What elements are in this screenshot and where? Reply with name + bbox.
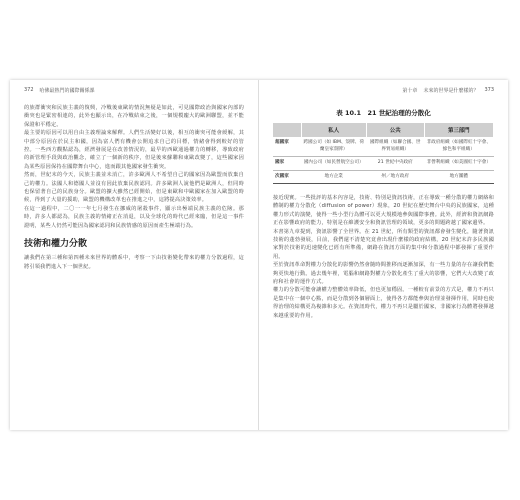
right-page	[259, 80, 508, 430]
table-title: 表 10.1 21 世紀治理的分散化	[336, 109, 431, 117]
table-cell: 國內公司（如民營航空公司）	[301, 157, 366, 171]
left-page	[10, 80, 259, 430]
table-row	[273, 170, 494, 184]
body-paragraph: 讓我們在第三種和第四種未來世界的體系中，考察一下由技術變化帶來的權力分散過程，這將引領我們進入下一個世紀。	[24, 255, 244, 270]
body-paragraph: 接近現實。一些批評的基本內容是，技術、特別是資訊技術，正在導致一種分散的權力網絡和體制的權力分散化（diffusion of power）現象，20 世紀在歷史舞台中央的民族國家，這種權力形式的演變，使得一些小型行為體可以更大規模地參與國際事務。此外，經濟和資訊網路正在影響政府的能力，特別是在維護安全和資訊管理的領域，更多的問題跨越了國家邊界。	[273, 195, 494, 227]
left-running-title: 哈佛最熱門的國際關係課	[39, 87, 95, 94]
table-row	[273, 137, 494, 157]
table-spacer	[273, 184, 494, 194]
body-paragraph: 至於資訊革命對權力分散化的影響仍然會隨時間推移而逐漸加深，有一些力量的存在讓我們能夠更快地行動。過去幾年裡，電腦和網路對權力分散化產生了重大的影響，它們大大改變了政府和社會的運作方式。	[273, 262, 494, 286]
governance-table	[273, 123, 494, 184]
header-spacer	[24, 94, 244, 104]
table-row-label: 次國家	[273, 170, 301, 184]
table-cell: 地方團體	[424, 170, 493, 184]
section-heading: 技術和權力分散	[24, 239, 88, 250]
table-header-row	[273, 123, 494, 137]
right-running-title: 未來的世界是什麼樣的？	[423, 87, 479, 94]
left-running-header	[24, 86, 244, 94]
table-cell: 非政府組織（如國際紅十字會、綠色和平組織）	[424, 137, 493, 157]
table-row	[273, 157, 494, 171]
body-paragraph: 本書第九章提到，資訊影響了全世界。在 21 世紀，所有類型的資訊都會發生變化，隨著資訊技術的蓬勃發展，目前，我們還不清楚究竟會出現什麼樣的政府結構，20 世紀末許多民族國家對於技術的迅速變化已經有所準備，網路在資訊方面的集中和分散過程中都發揮了重要作用。	[273, 228, 494, 260]
table-cell: 非營利組織（如美國紅十字會）	[424, 157, 493, 171]
body-paragraph: 的族群衝突和民族主義的復興，冷戰後東歐的情況無疑是如此，可見國際政治與國家內部的衝突也是緊密相連的，此外也顯示出，在冷戰結束之後，一個規模龐大的歐洲聯盟，並不能保證和平穩定。	[24, 105, 244, 128]
left-page-number: 372	[24, 87, 34, 93]
chapter-label: 第十章	[402, 87, 418, 94]
table-cell: 州／地方政府	[366, 170, 424, 184]
body-paragraph: 在這一過程中，二〇一一年七月發生在挪威的屠殺事件，顯示出極端民族主義的危險。那時，許多人都認為，民族主義的情緒正在消退，以及全球化的時代已經來臨，但是這一事件證明，某些人仍然可能因為國家認同和民族情感的原因而產生極端行為。	[24, 205, 244, 229]
table-header-cell: 私人	[301, 123, 366, 137]
table-row-label: 國家	[273, 157, 301, 171]
table-header-cell: 第三部門	[424, 123, 493, 137]
table-header-cell: 公共	[366, 123, 424, 137]
right-page-number: 373	[484, 87, 494, 93]
table-cell: 跨國公司（如 IBM、殼牌、荷蘭皇家殼牌）	[301, 137, 366, 157]
body-paragraph: 權力的分散可能會讓權力整體效率降低，但也更加穩固。一種較有前景的方式是，權力不再只是集中在一個中心點，而是分散到各個層面上，使得各方都能參與治理並發揮作用，同時也使得治理的結構更為複雜和多元。在資訊時代，權力不再只是屬於國家，非國家行為體將發揮越來越重要的作用。	[273, 287, 494, 319]
table-cell: 國際組織（如聯合國、世界貿易組織）	[366, 137, 424, 157]
book-spread	[10, 80, 508, 430]
table-row-label: 超國家	[273, 137, 301, 157]
body-paragraph: 最主要的原因可以用自由主義理論來解釋。人們生活變好以後，相互的衝突可能會緩解，其中部分原因在於民主和國，因為富人們有機會公開追求自己的目標，情緒會得到較好的管控。一些西方觀點認為，經濟發展是在改善情況的，最早的西歐通過權力的轉移，導致政府的新管理手段與政治觀念，確立了一個新的秩序，但是後來蘇聯和東歐改變了，這些國家因為某些原因保持在國際舞台中心，進而跟其他國家發生衝突。	[24, 130, 244, 170]
right-running-header	[273, 86, 494, 94]
table-header-cell	[273, 123, 301, 137]
table-cell: 地方企業	[301, 170, 366, 184]
body-paragraph: 然而，世紀末的今天，民族主義並未消亡，許多歐洲人不希望自己的國家因為歐盟而放棄自己的權力。法國人和德國人並沒有因此放棄民族認同。許多歐洲人說他們是歐洲人，但同時也保留著自己的民族身分。歐盟的擴大雖然已經開始，但是東歐和中歐國家在加入歐盟的時候，得到了大量的援助，歐盟的機構改革也在推進之中，這將提高決策效率。	[24, 172, 244, 204]
table-cell: 21 世紀中央政府	[366, 157, 424, 171]
